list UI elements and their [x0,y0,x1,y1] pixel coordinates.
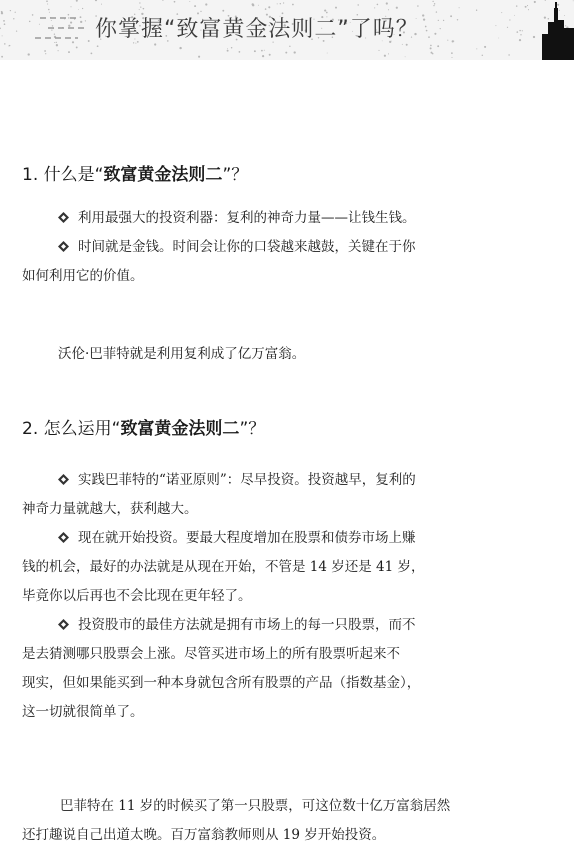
section2-note [22,792,554,850]
section1-heading-bold: 致富黄金法则二 [103,165,223,185]
section1-bullet2-line2: 如何利用它的价值。 [22,268,144,284]
section1-bullets [22,204,554,291]
section2-heading-suffix: ”？ [239,419,266,439]
diamond-bullet-icon [58,619,69,630]
section2-bullet2-text: 现在就开始投资。要最大程度增加在股票和债券市场上赚 [78,530,416,546]
section1-bullet1-text: 利用最强大的投资利器：复利的神奇力量——让钱生钱。 [78,210,416,226]
diamond-bullet-icon [58,532,69,543]
section1-heading [22,160,248,185]
section2-bullet3-text: 投资股市的最佳方法就是拥有市场上的每一只股票，而不 [78,617,416,633]
section1-bullet1-line1 [22,204,554,233]
section2-bullet2-line1 [22,524,554,553]
section2-bullet3-line4: 这一切就很简单了。 [22,704,144,720]
section1-bullet2-text: 时间就是金钱。时间会让你的口袋越来越鼓，关键在于你 [78,239,416,255]
section1-note: 沃伦·巴菲特就是利用复利成了亿万富翁。 [58,346,306,362]
diamond-bullet-icon [58,474,69,485]
diamond-bullet-icon [58,212,69,223]
section2-bullet2-line2: 钱的机会，最好的办法就是从现在开始，不管是 14 岁还是 41 岁， [22,559,425,575]
section2-heading [22,414,265,439]
section2-bullet1-line1 [22,466,554,495]
section2-bullet3-line2: 是去猜测哪只股票会上涨。尽管买进市场上的所有股票听起来不 [22,646,400,662]
section2-bullet2-line3: 毕竟你以后再也不会比现在更年轻了。 [22,588,252,604]
section1-bullet2-line1 [22,233,554,262]
section2-heading-prefix: 2. 怎么运用“ [22,419,121,439]
section1-heading-suffix: ”？ [222,165,249,185]
section2-bullet1-text: 实践巴菲特的“诺亚原则”：尽早投资。投资越早，复利的 [78,472,416,488]
section2-bullet3-line1 [22,611,554,640]
section2-heading-bold: 致富黄金法则二 [120,419,240,439]
section2-note-line1: 巴菲特在 11 岁的时候买了第一只股票，可这位数十亿万富翁居然 [60,798,451,814]
page-title: 你掌握“致富黄金法则二”了吗？ [95,17,419,42]
skyline-icon [534,0,574,60]
diamond-bullet-icon [58,241,69,252]
page-header [0,0,574,60]
section2-bullets [22,466,554,727]
section2-bullet1-line2: 神奇力量就越大，获利越大。 [22,501,198,517]
section2-bullet3-line3: 现实，但如果能买到一种本身就包含所有股票的产品（指数基金）， [22,675,421,691]
section2-note-line2: 还打趣说自己出道太晚。百万富翁教师则从 19 岁开始投资。 [22,827,386,843]
section1-heading-prefix: 1. 什么是“ [22,165,104,185]
